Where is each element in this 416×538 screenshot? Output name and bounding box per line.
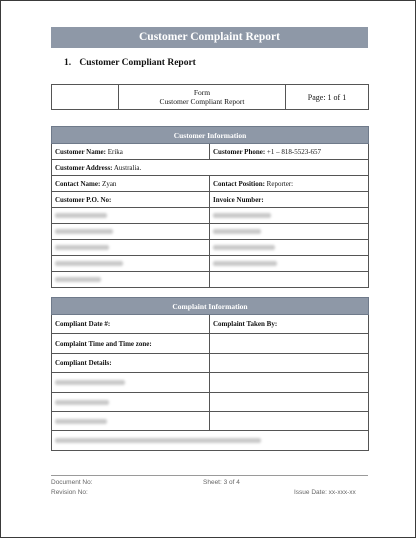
customer-information-heading: Customer Information — [52, 127, 369, 144]
customer-phone-cell — [210, 144, 369, 160]
form-name: Customer Compliant Report — [159, 97, 245, 106]
blurred-text — [55, 419, 107, 424]
customer-name-value: Erika — [107, 147, 123, 156]
blurred-text — [55, 438, 261, 443]
blurred-text — [213, 261, 277, 266]
blurred-text — [55, 245, 109, 250]
blurred-field-cell — [210, 256, 369, 272]
form-header-table — [51, 84, 369, 110]
contact-name-cell — [52, 176, 210, 192]
customer-address-label: Customer Address: — [55, 163, 113, 172]
empty-cell — [210, 354, 369, 373]
empty-cell — [210, 272, 369, 288]
customer-name-cell — [52, 144, 210, 160]
blurred-text — [55, 277, 101, 282]
complaint-information-table — [51, 297, 369, 451]
blurred-text — [213, 245, 275, 250]
footer-document-no: Document No: — [51, 479, 93, 486]
blurred-field-cell — [52, 272, 210, 288]
section-number: 1. — [64, 58, 72, 68]
blurred-field-cell — [52, 373, 210, 393]
invoice-number-label: Invoice Number: — [210, 192, 369, 208]
contact-position-label: Contact Position: — [213, 179, 265, 188]
blurred-field-cell — [52, 208, 210, 224]
report-title-banner: Customer Complaint Report — [51, 27, 368, 48]
footer-divider — [51, 475, 368, 476]
blurred-field-cell — [210, 208, 369, 224]
blurred-text — [213, 213, 271, 218]
contact-position-cell — [210, 176, 369, 192]
complaint-information-heading: Complaint Information — [52, 298, 369, 315]
contact-name-label: Contact Name: — [55, 179, 101, 188]
empty-cell — [210, 373, 369, 393]
blurred-field-cell — [52, 224, 210, 240]
form-logo-cell — [52, 85, 119, 110]
footer-sheet: Sheet: 3 of 4 — [203, 479, 240, 486]
empty-cell — [210, 393, 369, 412]
blurred-text — [55, 400, 109, 405]
contact-name-value: Zyan — [102, 179, 117, 188]
customer-information-table — [51, 126, 369, 288]
blurred-field-cell — [210, 240, 369, 256]
blurred-text — [55, 380, 125, 385]
page-number: Page: 1 of 1 — [286, 85, 369, 110]
contact-position-value: Reporter: — [266, 179, 294, 188]
empty-cell — [210, 334, 369, 354]
customer-address-cell — [52, 160, 369, 176]
complaint-time-label: Complaint Time and Time zone: — [52, 334, 210, 354]
blurred-field-cell — [52, 256, 210, 272]
customer-phone-label: Customer Phone: — [213, 147, 266, 156]
complaint-taken-by-label: Complaint Taken By: — [210, 315, 369, 334]
section-heading — [64, 58, 196, 68]
blurred-text — [55, 213, 107, 218]
blurred-text — [55, 261, 123, 266]
form-label: Form — [193, 88, 211, 97]
footer-issue-date: Issue Date: xx-xxx-xx — [294, 489, 356, 496]
blurred-field-cell — [210, 224, 369, 240]
customer-phone-value: +1 – 818-5523-657 — [266, 147, 322, 156]
footer-revision-no: Revision No: — [51, 489, 88, 496]
form-title-cell — [119, 85, 286, 110]
complaint-date-label: Compliant Date #: — [52, 315, 210, 334]
blurred-field-cell — [52, 240, 210, 256]
blurred-field-cell — [52, 393, 210, 412]
customer-name-label: Customer Name: — [55, 147, 106, 156]
blurred-field-cell — [52, 431, 369, 451]
blurred-field-cell — [52, 412, 210, 431]
complaint-details-label: Compliant Details: — [52, 354, 210, 373]
section-title: Customer Compliant Report — [79, 58, 196, 68]
blurred-text — [213, 229, 261, 234]
empty-cell — [210, 412, 369, 431]
customer-address-value: Australia. — [113, 163, 142, 172]
blurred-text — [55, 229, 113, 234]
customer-po-label: Customer P.O. No: — [52, 192, 210, 208]
